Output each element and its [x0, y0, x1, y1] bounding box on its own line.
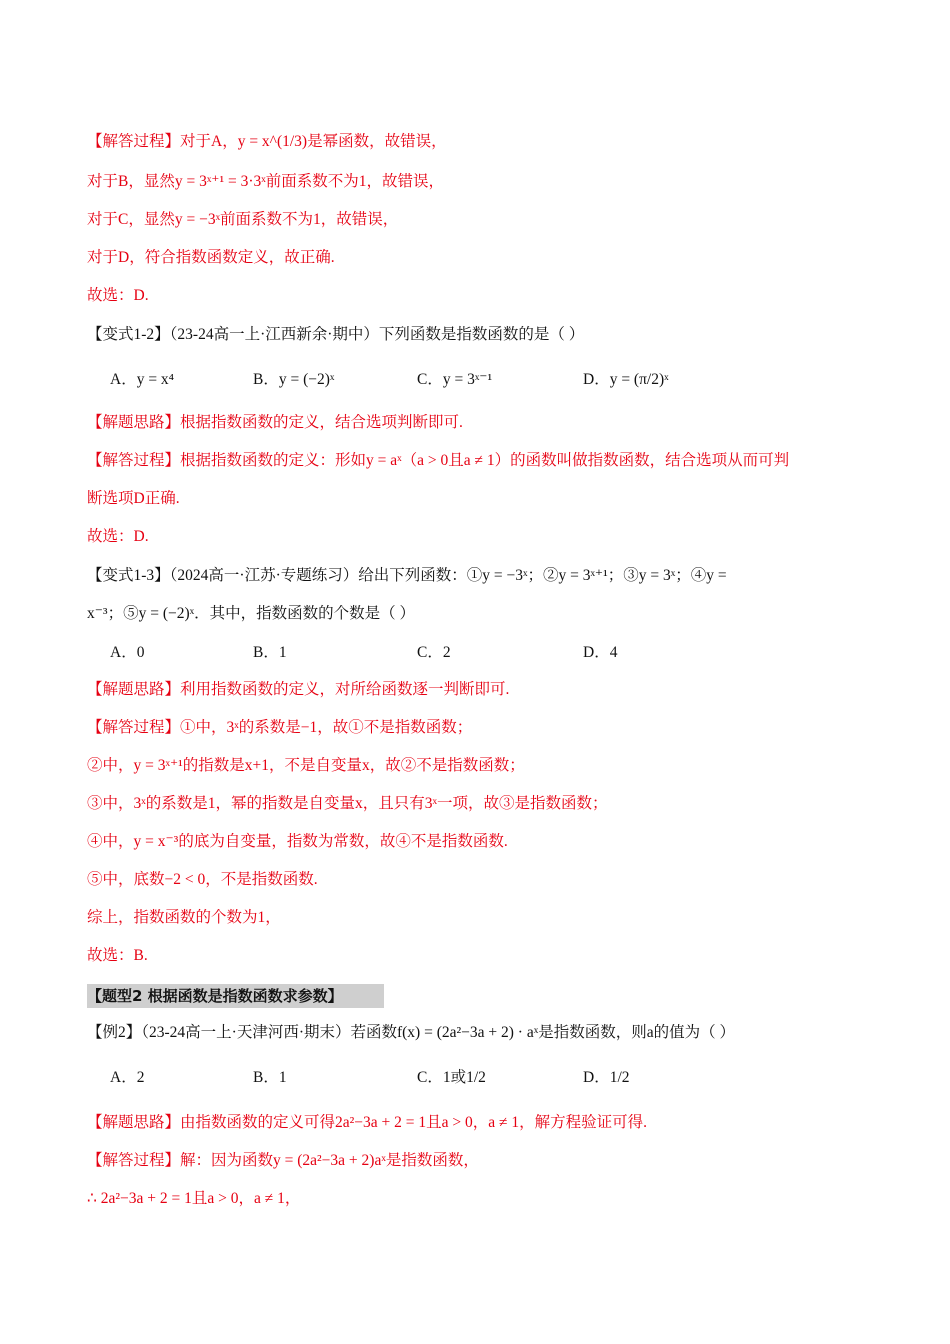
option-d: D．y = (π/2)ˣ — [583, 371, 669, 388]
section-heading: 【题型2 根据函数是指数函数求参数】 — [87, 984, 384, 1008]
solution-text: 对于D，符合指数函数定义，故正确. — [87, 249, 335, 266]
question-heading: 【变式1-3】（2024高一·江苏·专题练习）给出下列函数：①y = −3ˣ；②y = 3ˣ⁺¹；③y = 3ˣ；④y = — [87, 567, 727, 584]
answer-text: 故选：D. — [87, 287, 149, 304]
solution-text: ④中，y = x⁻³的底为自变量，指数为常数，故④不是指数函数. — [87, 833, 508, 850]
solution-text: 【解答过程】对于A，y = x^(1/3)是幂函数，故错误， — [87, 133, 447, 150]
option-b: B．1 — [253, 644, 287, 661]
option-b: B．y = (−2)ˣ — [253, 371, 335, 388]
question-heading: 【变式1-2】（23-24高一上·江西新余·期中）下列函数是指数函数的是（ ） — [87, 326, 585, 343]
solution-text: ∴ 2a²−3a + 2 = 1且a > 0，a ≠ 1， — [87, 1190, 301, 1207]
solution-text: 对于C，显然y = −3ˣ前面系数不为1，故错误， — [87, 211, 399, 228]
solution-text: 对于B，显然y = 3ˣ⁺¹ = 3·3ˣ前面系数不为1，故错误， — [87, 173, 445, 190]
solution-text: 【解答过程】根据指数函数的定义：形如y = aˣ（a > 0且a ≠ 1）的函数叫做指数函数，结合选项从而可判 — [87, 452, 790, 469]
solution-text: 断选项D正确. — [87, 490, 180, 507]
option-d: D．4 — [583, 644, 618, 661]
option-row — [110, 368, 810, 392]
option-a: A．0 — [110, 644, 145, 661]
option-row — [110, 641, 810, 665]
solution-idea: 【解题思路】由指数函数的定义可得2a²−3a + 2 = 1且a > 0，a ≠ 1，解方程验证可得. — [87, 1114, 648, 1131]
solution-idea: 【解题思路】根据指数函数的定义，结合选项判断即可. — [87, 414, 463, 431]
solution-text: 【解答过程】①中，3ˣ的系数是−1，故①不是指数函数； — [87, 719, 473, 736]
solution-idea: 【解题思路】利用指数函数的定义，对所给函数逐一判断即可. — [87, 681, 510, 698]
option-b: B．1 — [253, 1069, 287, 1086]
option-a: A．y = x⁴ — [110, 371, 175, 388]
option-c: C．1或1/2 — [417, 1069, 486, 1086]
answer-text: 故选：B. — [87, 947, 148, 964]
solution-text: ②中，y = 3ˣ⁺¹的指数是x+1，不是自变量x，故②不是指数函数； — [87, 757, 525, 774]
solution-text: ⑤中，底数−2 < 0，不是指数函数. — [87, 871, 318, 888]
solution-text: 【解答过程】解：因为函数y = (2a²−3a + 2)aˣ是指数函数， — [87, 1152, 479, 1169]
solution-text: ③中，3ˣ的系数是1，幂的指数是自变量x，且只有3ˣ一项，故③是指数函数； — [87, 795, 608, 812]
option-a: A．2 — [110, 1069, 145, 1086]
option-c: C．2 — [417, 644, 451, 661]
solution-text: 综上，指数函数的个数为1， — [87, 909, 281, 926]
option-c: C．y = 3ˣ⁻¹ — [417, 371, 493, 388]
answer-text: 故选：D. — [87, 528, 149, 545]
option-d: D．1/2 — [583, 1069, 630, 1086]
option-row — [110, 1066, 810, 1090]
question-heading: 【例2】（23-24高一上·天津河西·期末）若函数f(x) = (2a²−3a + 2) · aˣ是指数函数，则a的值为（ ） — [87, 1024, 735, 1041]
question-text: x⁻³；⑤y = (−2)ˣ．其中，指数函数的个数是（ ） — [87, 605, 415, 622]
